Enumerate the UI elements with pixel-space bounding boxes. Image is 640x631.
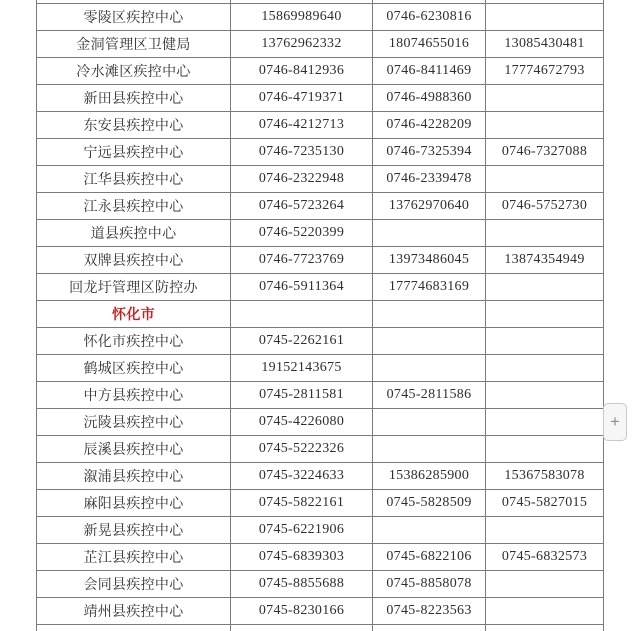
table-row [37, 4, 604, 31]
phone-number-cell: 13762962332 [231, 31, 373, 58]
unit-name-cell: 东安县疾控中心 [37, 112, 231, 139]
phone-number-cell [486, 274, 604, 301]
table-row [37, 193, 604, 220]
phone-number-cell [373, 355, 486, 382]
phone-number-cell [373, 409, 486, 436]
unit-name-cell: 新田县疾控中心 [37, 85, 231, 112]
unit-name-cell: 回龙圩管理区防控办 [37, 274, 231, 301]
phone-number-cell: 0746-4212713 [231, 112, 373, 139]
unit-name-cell: 冷水滩区疾控中心 [37, 58, 231, 85]
phone-number-cell: 0745-2811586 [373, 382, 486, 409]
phone-number-cell [486, 517, 604, 544]
partial-table-row [37, 625, 604, 631]
phone-number-cell: 0746-8412936 [231, 58, 373, 85]
phone-number-cell: 0745-2811581 [231, 382, 373, 409]
phone-number-cell [486, 382, 604, 409]
unit-name-cell: 中方县疾控中心 [37, 382, 231, 409]
table-row [37, 85, 604, 112]
table-row [37, 31, 604, 58]
phone-number-cell [486, 301, 604, 328]
phone-number-cell: 0745-8858078 [373, 571, 486, 598]
table-row [37, 382, 604, 409]
phone-number-cell: 13973486045 [373, 247, 486, 274]
phone-number-cell: 0745-6221906 [231, 517, 373, 544]
unit-name-cell: 溆浦县疾控中心 [37, 463, 231, 490]
table-row [37, 274, 604, 301]
phone-number-cell [486, 598, 604, 625]
unit-name-cell: 双牌县疾控中心 [37, 247, 231, 274]
phone-number-cell: 18074655016 [373, 31, 486, 58]
phone-number-cell: 0745-6839303 [231, 544, 373, 571]
phone-number-cell [373, 625, 486, 631]
phone-number-cell: 0746-7235130 [231, 139, 373, 166]
unit-name-cell: 沅陵县疾控中心 [37, 409, 231, 436]
table-row [37, 112, 604, 139]
contact-table-container [36, 0, 604, 631]
phone-number-cell: 15869989640 [231, 4, 373, 31]
unit-name-cell: 金洞管理区卫健局 [37, 31, 231, 58]
phone-number-cell: 13762970640 [373, 193, 486, 220]
phone-number-cell: 15386285900 [373, 463, 486, 490]
phone-number-cell: 0746-5752730 [486, 193, 604, 220]
phone-number-cell [373, 517, 486, 544]
plus-icon: + [610, 412, 620, 431]
table-row [37, 490, 604, 517]
phone-number-cell: 0745-2262161 [231, 328, 373, 355]
table-row [37, 436, 604, 463]
expand-plus-button[interactable] [603, 403, 627, 441]
phone-number-cell: 0746-4228209 [373, 112, 486, 139]
phone-number-cell [373, 220, 486, 247]
phone-number-cell [231, 301, 373, 328]
unit-name-cell: 江永县疾控中心 [37, 193, 231, 220]
phone-number-cell: 17774672793 [486, 58, 604, 85]
phone-number-cell [373, 301, 486, 328]
phone-number-cell [373, 436, 486, 463]
unit-name-cell: 会同县疾控中心 [37, 571, 231, 598]
contact-phone-table [36, 0, 604, 631]
phone-number-cell: 0746-4988360 [373, 85, 486, 112]
phone-number-cell: 0745-6832573 [486, 544, 604, 571]
unit-name-cell: 宁远县疾控中心 [37, 139, 231, 166]
phone-number-cell [486, 112, 604, 139]
unit-name-cell: 道县疾控中心 [37, 220, 231, 247]
phone-number-cell [486, 571, 604, 598]
phone-number-cell: 0745-6822106 [373, 544, 486, 571]
phone-number-cell: 17774683169 [373, 274, 486, 301]
phone-number-cell: 0745-5822161 [231, 490, 373, 517]
table-row [37, 463, 604, 490]
phone-number-cell [486, 625, 604, 631]
phone-number-cell [486, 85, 604, 112]
phone-number-cell [486, 328, 604, 355]
phone-number-cell [373, 328, 486, 355]
unit-name-cell: 辰溪县疾控中心 [37, 436, 231, 463]
phone-number-cell: 0745-3224633 [231, 463, 373, 490]
phone-number-cell: 0746-4719371 [231, 85, 373, 112]
unit-name-cell: 怀化市疾控中心 [37, 328, 231, 355]
phone-number-cell [486, 355, 604, 382]
phone-number-cell: 0745-5827015 [486, 490, 604, 517]
unit-name-cell: 怀化市 [37, 301, 231, 328]
phone-number-cell [231, 625, 373, 631]
table-row [37, 58, 604, 85]
phone-number-cell [486, 166, 604, 193]
unit-name-cell: 芷江县疾控中心 [37, 544, 231, 571]
phone-number-cell: 13085430481 [486, 31, 604, 58]
unit-name-cell: 零陵区疾控中心 [37, 4, 231, 31]
table-row [37, 247, 604, 274]
phone-number-cell: 0746-5911364 [231, 274, 373, 301]
section-header-row [37, 301, 604, 328]
phone-number-cell: 0746-7325394 [373, 139, 486, 166]
table-row [37, 220, 604, 247]
phone-number-cell: 19152143675 [231, 355, 373, 382]
phone-number-cell: 0745-4226080 [231, 409, 373, 436]
phone-number-cell: 0746-7327088 [486, 139, 604, 166]
table-row [37, 598, 604, 625]
unit-name-cell: 麻阳县疾控中心 [37, 490, 231, 517]
phone-number-cell [486, 4, 604, 31]
table-row [37, 409, 604, 436]
phone-number-cell: 0745-8855688 [231, 571, 373, 598]
phone-number-cell: 0745-5828509 [373, 490, 486, 517]
table-row [37, 139, 604, 166]
phone-number-cell: 0746-8411469 [373, 58, 486, 85]
phone-number-cell: 0745-8223563 [373, 598, 486, 625]
table-row [37, 166, 604, 193]
phone-number-cell: 0746-5220399 [231, 220, 373, 247]
unit-name-cell: 新晃县疾控中心 [37, 517, 231, 544]
phone-number-cell: 0746-6230816 [373, 4, 486, 31]
phone-number-cell: 15367583078 [486, 463, 604, 490]
table-row [37, 328, 604, 355]
unit-name-cell: 鹤城区疾控中心 [37, 355, 231, 382]
phone-number-cell: 0745-8230166 [231, 598, 373, 625]
phone-number-cell: 0745-5222326 [231, 436, 373, 463]
phone-number-cell [486, 409, 604, 436]
table-row [37, 571, 604, 598]
phone-number-cell: 0746-2339478 [373, 166, 486, 193]
phone-number-cell: 0746-7723769 [231, 247, 373, 274]
unit-name-cell: 靖州县疾控中心 [37, 598, 231, 625]
phone-number-cell [486, 220, 604, 247]
phone-number-cell [486, 436, 604, 463]
table-body [37, 0, 604, 631]
phone-number-cell: 13874354949 [486, 247, 604, 274]
table-row [37, 517, 604, 544]
unit-name-cell: 江华县疾控中心 [37, 166, 231, 193]
table-row [37, 355, 604, 382]
table-row [37, 544, 604, 571]
unit-name-cell [37, 625, 231, 631]
phone-number-cell: 0746-5723264 [231, 193, 373, 220]
phone-number-cell: 0746-2322948 [231, 166, 373, 193]
